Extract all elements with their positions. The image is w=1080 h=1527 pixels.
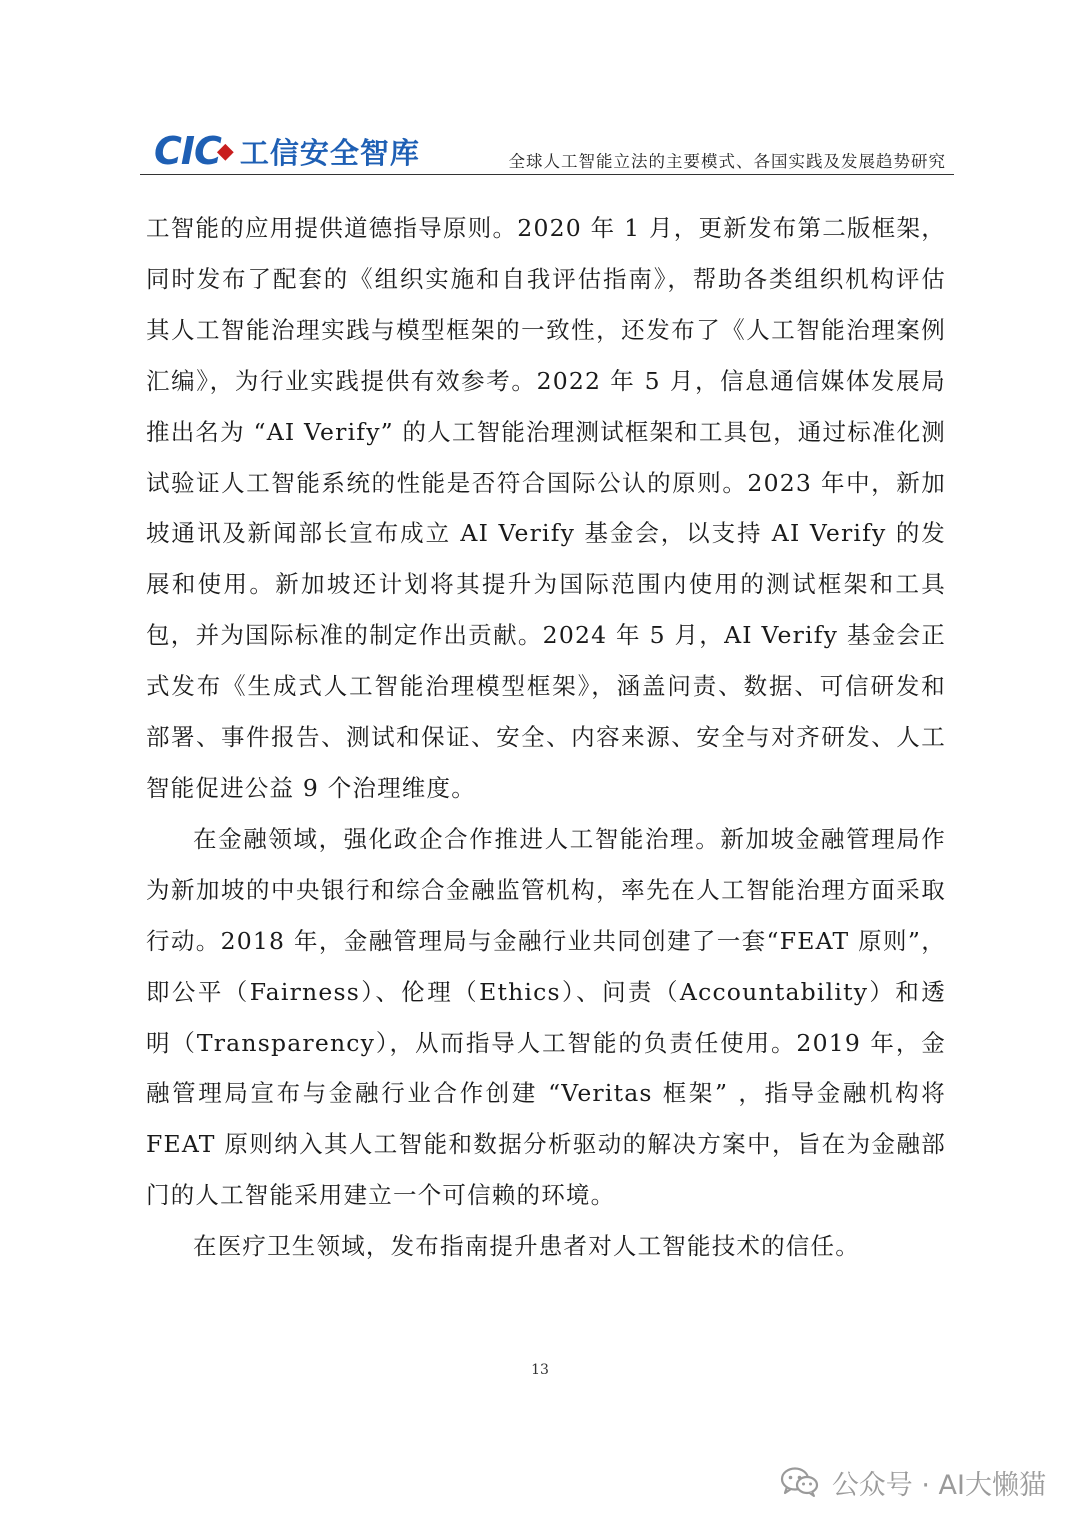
logo-dot-icon: ◆ bbox=[216, 138, 234, 164]
cic-logo bbox=[154, 129, 420, 173]
paragraph-2: 在金融领域，强化政企合作推进人工智能治理。新加坡金融管理局作为新加坡的中央银行和综合金融监管机构，率先在人工智能治理方面采取行动。2018 年，金融管理局与金融行业共同创建了一套“FEAT 原则”，即公平（Fairness）、伦理（Ethics）、问责（Accountability）和透明（Transparency），从而指导人工智能的负责任使用。2019 年，金融管理局宣布与金融行业合作创建 “Veritas 框架” ，指导金融机构将 FEAT 原则纳入其人工智能和数据分析驱动的解决方案中，旨在为金融部门的人工智能采用建立一个可信赖的环境。 bbox=[146, 824, 946, 1210]
logo-mark: CIC bbox=[154, 129, 221, 173]
page-header bbox=[140, 128, 954, 175]
body-text bbox=[146, 203, 946, 1272]
paragraph-1: 工智能的应用提供道德指导原则。2020 年 1 月，更新发布第二版框架，同时发布了配套的《组织实施和自我评估指南》，帮助各类组织机构评估其人工智能治理实践与模型框架的一致性，还发布了《人工智能治理案例汇编》，为行业实践提供有效参考。2022 年 5 月，信息通信媒体发展局推出名为 “AI Verify” 的人工智能治理测试框架和工具包，通过标准化测试验证人工智能系统的性能是否符合国际公认的原则。2023 年中，新加坡通讯及新闻部长宣布成立 AI Verify 基金会，以支持 AI Verify 的发展和使用。新加坡还计划将其提升为国际范围内使用的测试框架和工具包，并为国际标准的制定作出贡献。2024 年 5 月，AI Verify 基金会正式发布《生成式人工智能治理模型框架》，涵盖问责、数据、可信研发和部署、事件报告、测试和保证、安全、内容来源、安全与对齐研发、人工智能促进公益 9 个治理维度。 bbox=[146, 214, 946, 802]
watermark-text: 公众号 · AI大懒猫 bbox=[831, 1469, 1046, 1501]
wechat-icon bbox=[780, 1466, 820, 1498]
paragraph-3: 在医疗卫生领域，发布指南提升患者对人工智能技术的信任。 bbox=[193, 1232, 860, 1261]
watermark bbox=[780, 1460, 1046, 1504]
page-number: 13 bbox=[531, 1362, 549, 1378]
running-header-title: 全球人工智能立法的主要模式、各国实践及发展趋势研究 bbox=[508, 152, 946, 171]
logo-text: 工信安全智库 bbox=[239, 135, 420, 170]
